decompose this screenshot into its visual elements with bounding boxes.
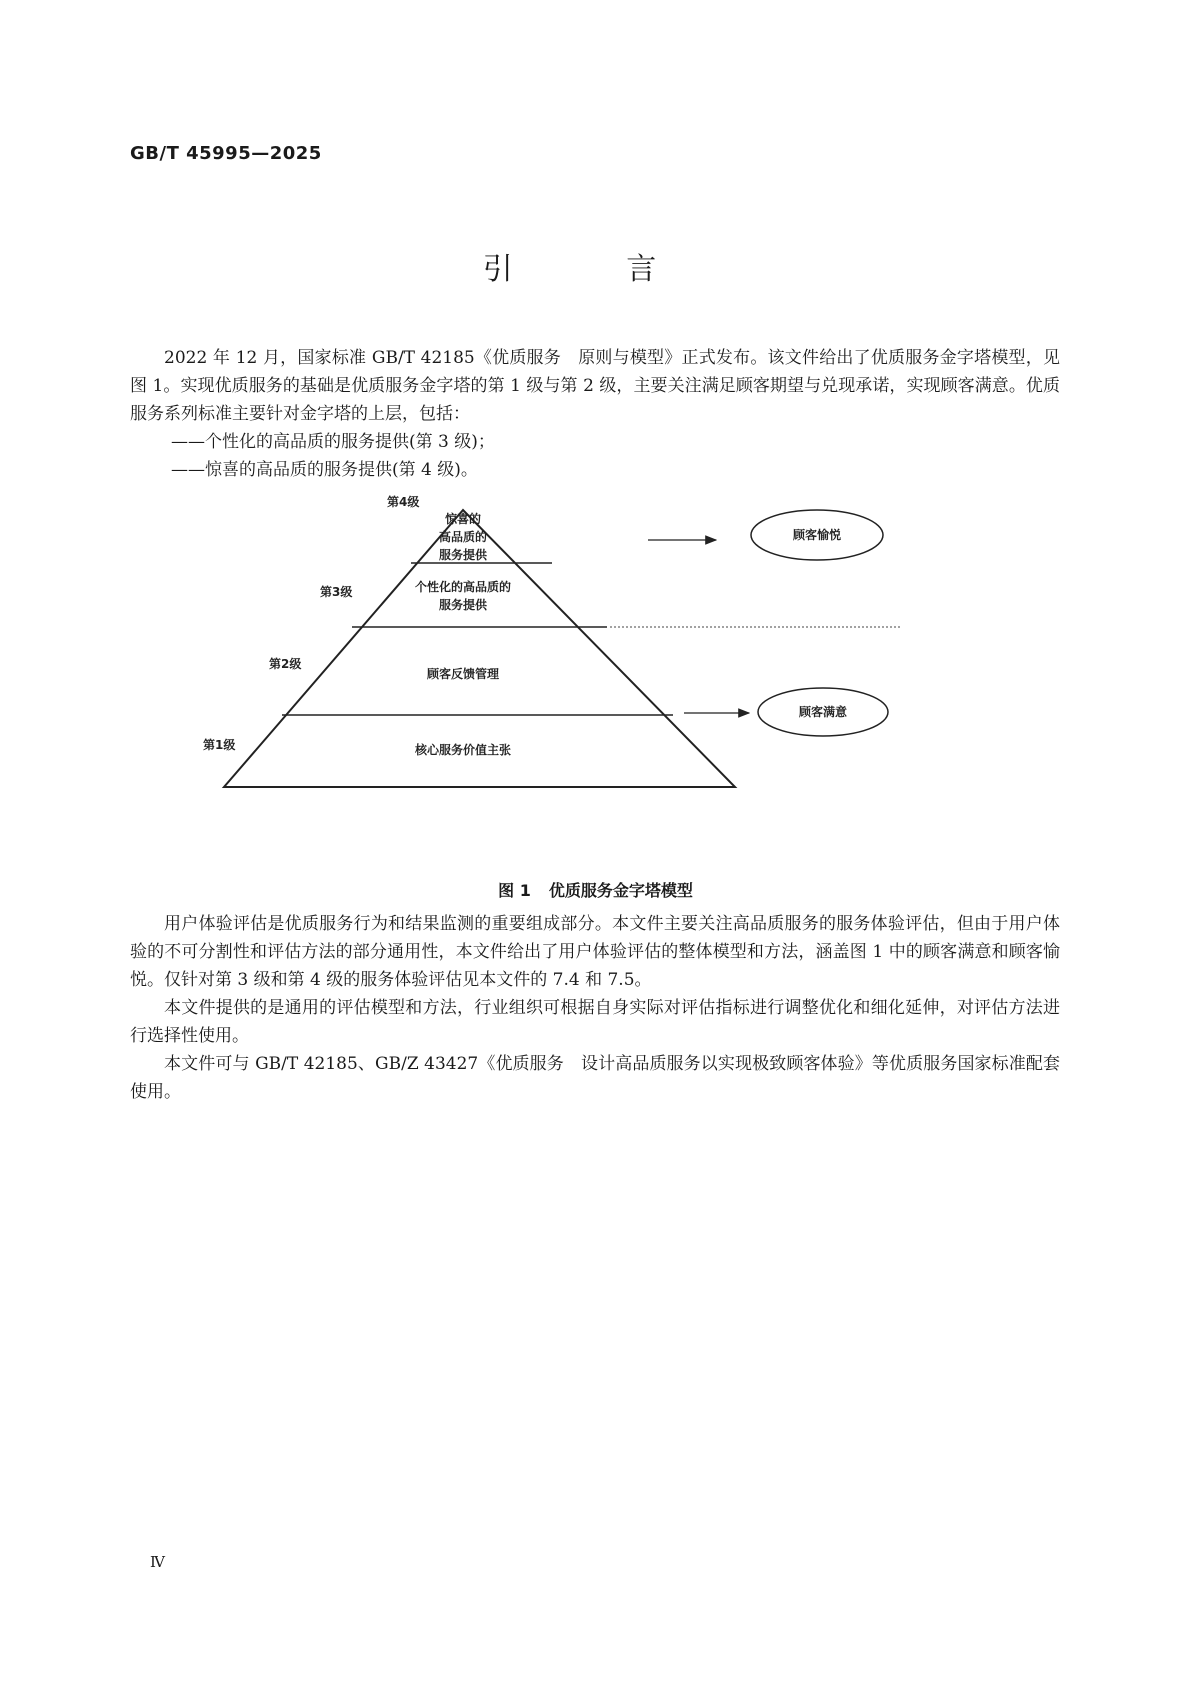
page-number: Ⅳ: [150, 1553, 165, 1571]
pyramid-figure: [200, 495, 1000, 860]
level-4-label: 第4级: [387, 495, 420, 509]
figure-caption: [0, 878, 1191, 901]
intro-section: [130, 344, 1060, 484]
level-3-text: 个性化的高品质的 服务提供: [414, 580, 511, 612]
level-4-text: 惊喜的 高品质的 服务提供: [438, 512, 487, 562]
figure-caption-title: 优质服务金字塔模型: [548, 881, 693, 900]
level-3-label: 第3级: [320, 585, 353, 599]
body-paragraph-ux-assessment: 用户体验评估是优质服务行为和结果监测的重要组成部分。本文件主要关注高品质服务的服务体验评估，但由于用户体验的不可分割性和评估方法的部分通用性，本文件给出了用户体验评估的整体模型和方法，涵盖图 1 中的顾客满意和顾客愉悦。仅针对第 3 级和第 4 级的服务体验评估见本文件的 7.4 和 7.5。: [130, 914, 1060, 990]
body-paragraph-related-standards: 本文件可与 GB/T 42185、GB/Z 43427《优质服务 设计高品质服务以实现极致顾客体验》等优质服务国家标准配套使用。: [130, 1054, 1060, 1102]
customer-satisfaction-text: 顾客满意: [798, 705, 847, 719]
figure-caption-number: 图 1: [498, 881, 531, 900]
level-2-label: 第2级: [269, 657, 302, 671]
body-section: [130, 910, 1060, 1106]
standard-number: GB/T 45995—2025: [130, 143, 322, 164]
level-2-text: 顾客反馈管理: [426, 667, 499, 681]
pyramid-diagram: [200, 505, 1000, 860]
level-1-text: 核心服务价值主张: [414, 743, 511, 757]
list-item-level-3: ——个性化的高品质的服务提供(第 3 级)；: [171, 432, 495, 452]
intro-paragraph: 2022 年 12 月，国家标准 GB/T 42185《优质服务 原则与模型》正式发布。该文件给出了优质服务金字塔模型，见图 1。实现优质服务的基础是优质服务金字塔的第 1 级与第 2 级，主要关注满足顾客期望与兑现承诺，实现顾客满意。优质服务系列标准主要针对金字塔的上层，包括：: [130, 348, 1060, 424]
customer-delight-text: 顾客愉悦: [792, 528, 841, 542]
level-1-label: 第1级: [203, 738, 236, 752]
page-title: 引 言: [482, 252, 709, 287]
body-paragraph-generic-model: 本文件提供的是通用的评估模型和方法，行业组织可根据自身实际对评估指标进行调整优化和细化延伸，对评估方法进行选择性使用。: [130, 998, 1060, 1046]
list-item-level-4: ——惊喜的高品质的服务提供(第 4 级)。: [171, 460, 478, 480]
